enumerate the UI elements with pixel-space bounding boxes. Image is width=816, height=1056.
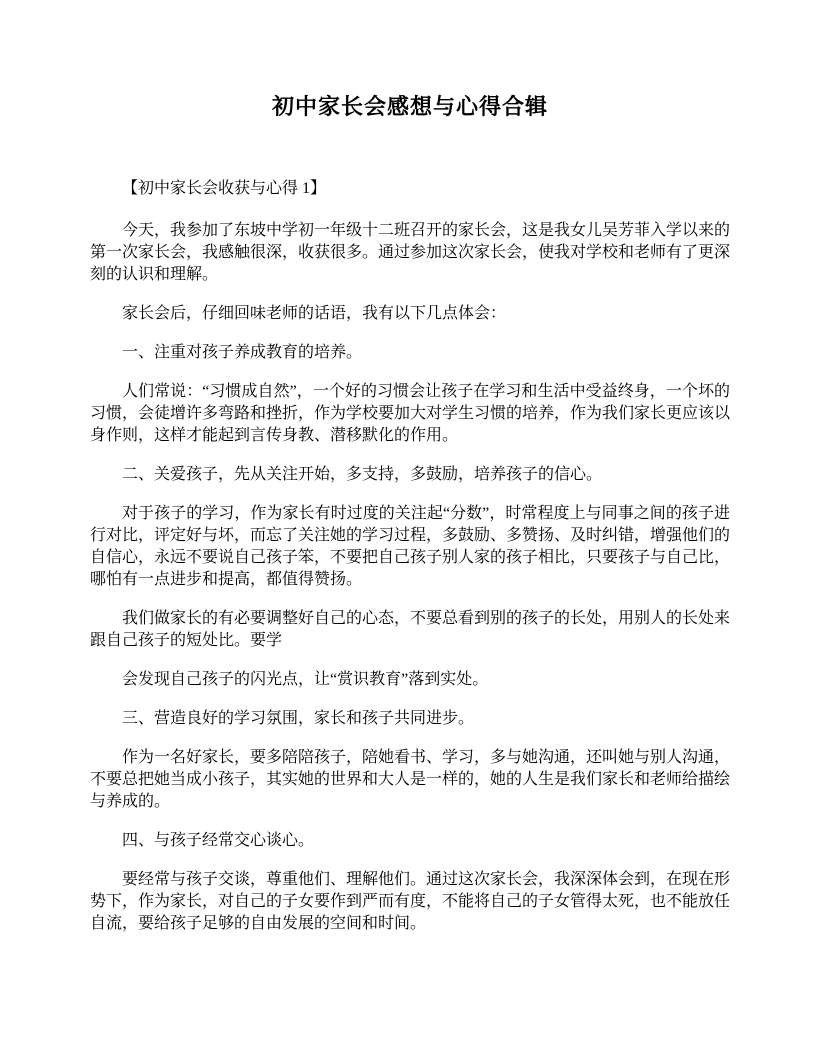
paragraph-lead-in: 家长会后，仔细回味老师的话语，我有以下几点体会：	[122, 305, 507, 322]
paragraph-intro: 今天，我参加了东坡中学初一年级十二班召开的家长会，这是我女儿吴芳菲入学以来的第一次家长会，我感触很深，收获很多。通过参加这次家长会，使我对学校和老师有了更深刻的认识和理解。	[90, 222, 731, 283]
paragraph-point-3-body: 作为一名好家长，要多陪陪孩子，陪她看书、学习，多与她沟通，还叫她与别人沟通，不要总把她当成小孩子，其实她的世界和大人是一样的，她的人生是我们家长和老师给描绘与养成的。	[90, 749, 731, 810]
paragraph-point-2-heading: 二、关爱孩子，先从关注开始，多支持，多鼓励，培养孩子的信心。	[122, 466, 603, 483]
section-heading: 【初中家长会收获与心得 1】	[122, 180, 327, 197]
paragraph-point-4-body: 要经常与孩子交谈，尊重他们、理解他们。通过这次家长会，我深深体会到，在现在形势下，作为家长，对自己的子女要作到严而有度，不能将自己的子女管得太死，也不能放任自流，要给孩子足够的自由发展的空间和时间。	[90, 871, 731, 932]
paragraph-point-4-heading: 四、与孩子经常交心谈心。	[122, 832, 315, 849]
paragraph-point-1-heading: 一、注重对孩子养成教育的培养。	[122, 344, 363, 361]
paragraph-point-2-body: 对于孩子的学习，作为家长有时过度的关注起“分数”，时常程度上与同事之间的孩子进行对比，评定好与坏，而忘了关注她的学习过程，多鼓励、多赞扬、及时纠错，增强他们的自信心，永远不要说自己孩子笨，不要把自己孩子别人家的孩子相比，只要孩子与自己比，哪怕有一点进步和提高，都值得赞扬。	[90, 505, 731, 588]
document-title: 初中家长会感想与心得合辑	[271, 94, 548, 119]
paragraph-point-3-heading: 三、营造良好的学习氛围，家长和孩子共同进步。	[122, 710, 475, 727]
paragraph-point-2-body-3: 会发现自己孩子的闪光点，让“赏识教育”落到实处。	[122, 671, 489, 688]
paragraph-point-2-body-2: 我们做家长的有必要调整好自己的心态，不要总看到别的孩子的长处，用别人的长处来跟自己孩子的短处比。要学	[90, 610, 731, 649]
paragraph-point-1-body: 人们常说：“习惯成自然”，一个好的习惯会让孩子在学习和生活中受益终身，一个坏的习惯，会徒增许多弯路和挫折，作为学校要加大对学生习惯的培养，作为我们家长更应该以身作则，这样才能起到言传身教、潜移默化的作用。	[90, 383, 731, 444]
